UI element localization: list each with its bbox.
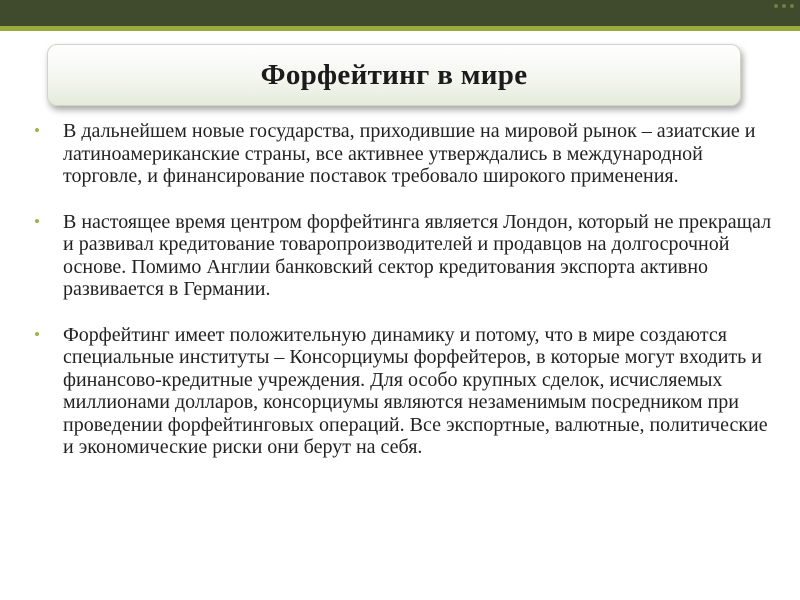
bullet-text: Форфейтинг имеет положительную динамику и потому, что в мире создаются специальные институты – Консорциумы форфейтеров, в которые могут входить и финансово-кредитные учреждения. Для особо крупных сделок, исчисляемых миллионами долларов, консорциумы являются незаменимым посредником при проведении форфейтинговых операций. Все экспортные, валютные, политические и экономические риски они берут на себя. bbox=[63, 323, 768, 458]
bullet-icon: • bbox=[34, 324, 40, 344]
header-decoration bbox=[774, 4, 794, 8]
decoration-dot bbox=[782, 4, 786, 8]
header-band bbox=[0, 0, 800, 26]
accent-stripe bbox=[0, 26, 800, 31]
bullet-list bbox=[34, 120, 774, 482]
bullet-icon: • bbox=[34, 211, 40, 231]
decoration-dot bbox=[774, 4, 778, 8]
bullet-icon: • bbox=[34, 121, 40, 140]
bullet-item bbox=[34, 120, 774, 188]
bullet-text: В дальнейшем новые государства, приходившие на мировой рынок – азиатские и латиноамериканские страны, все активнее утверждались в международной торговле, и финансирование поставок требовало широкого применения. bbox=[63, 120, 756, 187]
bullet-item bbox=[34, 324, 774, 459]
bullet-text: В настоящее время центром форфейтинга является Лондон, который не прекращал и развивал кредитование товаропроизводителей и продавцов на долгосрочной основе. Помимо Англии банковский сектор кредитования экспорта активно развивается в Германии. bbox=[63, 210, 772, 300]
bullet-item bbox=[34, 211, 774, 301]
decoration-dot bbox=[790, 4, 794, 8]
title-box bbox=[47, 44, 741, 106]
slide-title: Форфейтинг в мире bbox=[260, 58, 528, 91]
